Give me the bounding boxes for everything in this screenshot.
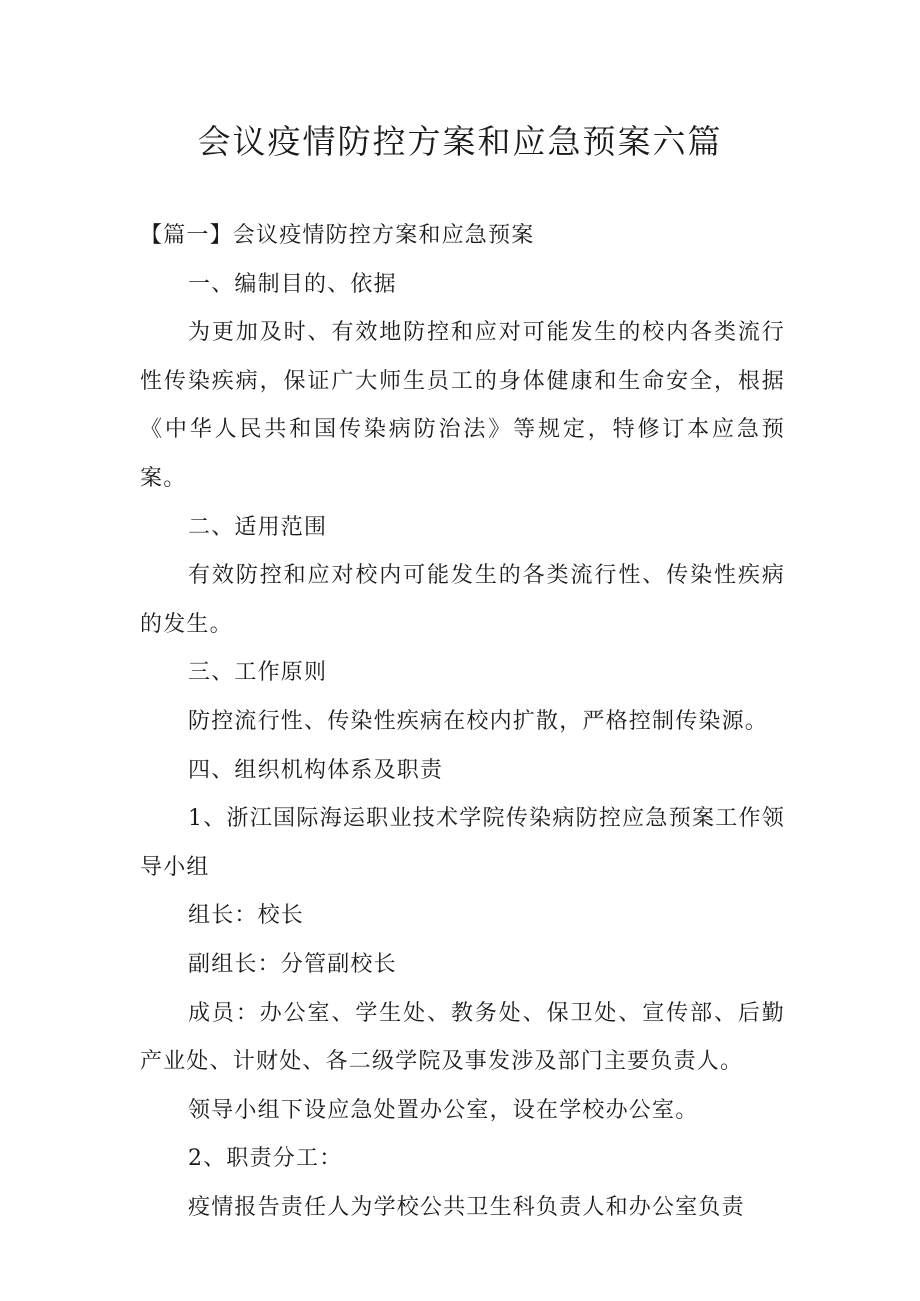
section-heading-organization: 四、组织机构体系及职责 [188,757,444,783]
section-heading-principles: 三、工作原则 [188,660,328,686]
document-body [140,212,785,1232]
paragraph-members: 成员：办公室、学生处、教务处、保卫处、宣传部、后勤产业处、计财处、各二级学院及事发涉及部门主要负责人。 [140,1000,785,1075]
paragraph-leadership-group: 1、浙江国际海运职业技术学院传染病防控应急预案工作领导小组 [140,806,785,880]
document-title: 会议疫情防控方案和应急预案六篇 [197,122,723,161]
paragraph-purpose: 为更加及时、有效地防控和应对可能发生的校内各类流行性传染疾病，保证广大师生员工的身体健康和生命安全，根据《中华人民共和国传染病防治法》等规定，特修订本应急预案。 [140,320,785,491]
paragraph-deputy-leader: 副组长：分管副校长 [188,951,397,977]
paragraph-emergency-office: 领导小组下设应急处置办公室，设在学校办公室。 [188,1097,699,1123]
section-heading-purpose: 一、编制目的、依据 [188,271,397,297]
paragraph-duties-heading: 2、职责分工： [188,1146,343,1172]
section-heading-part-one: 【篇一】会议疫情防控方案和应急预案 [140,223,535,248]
paragraph-group-leader: 组长：校长 [188,903,305,929]
paragraph-scope: 有效防控和应对校内可能发生的各类流行性、传染性疾病的发生。 [140,563,785,637]
paragraph-principles: 防控流行性、传染性疾病在校内扩散，严格控制传染源。 [188,708,769,734]
paragraph-reporting: 疫情报告责任人为学校公共卫生科负责人和办公室负责 [188,1194,745,1220]
section-heading-scope: 二、适用范围 [188,514,328,540]
